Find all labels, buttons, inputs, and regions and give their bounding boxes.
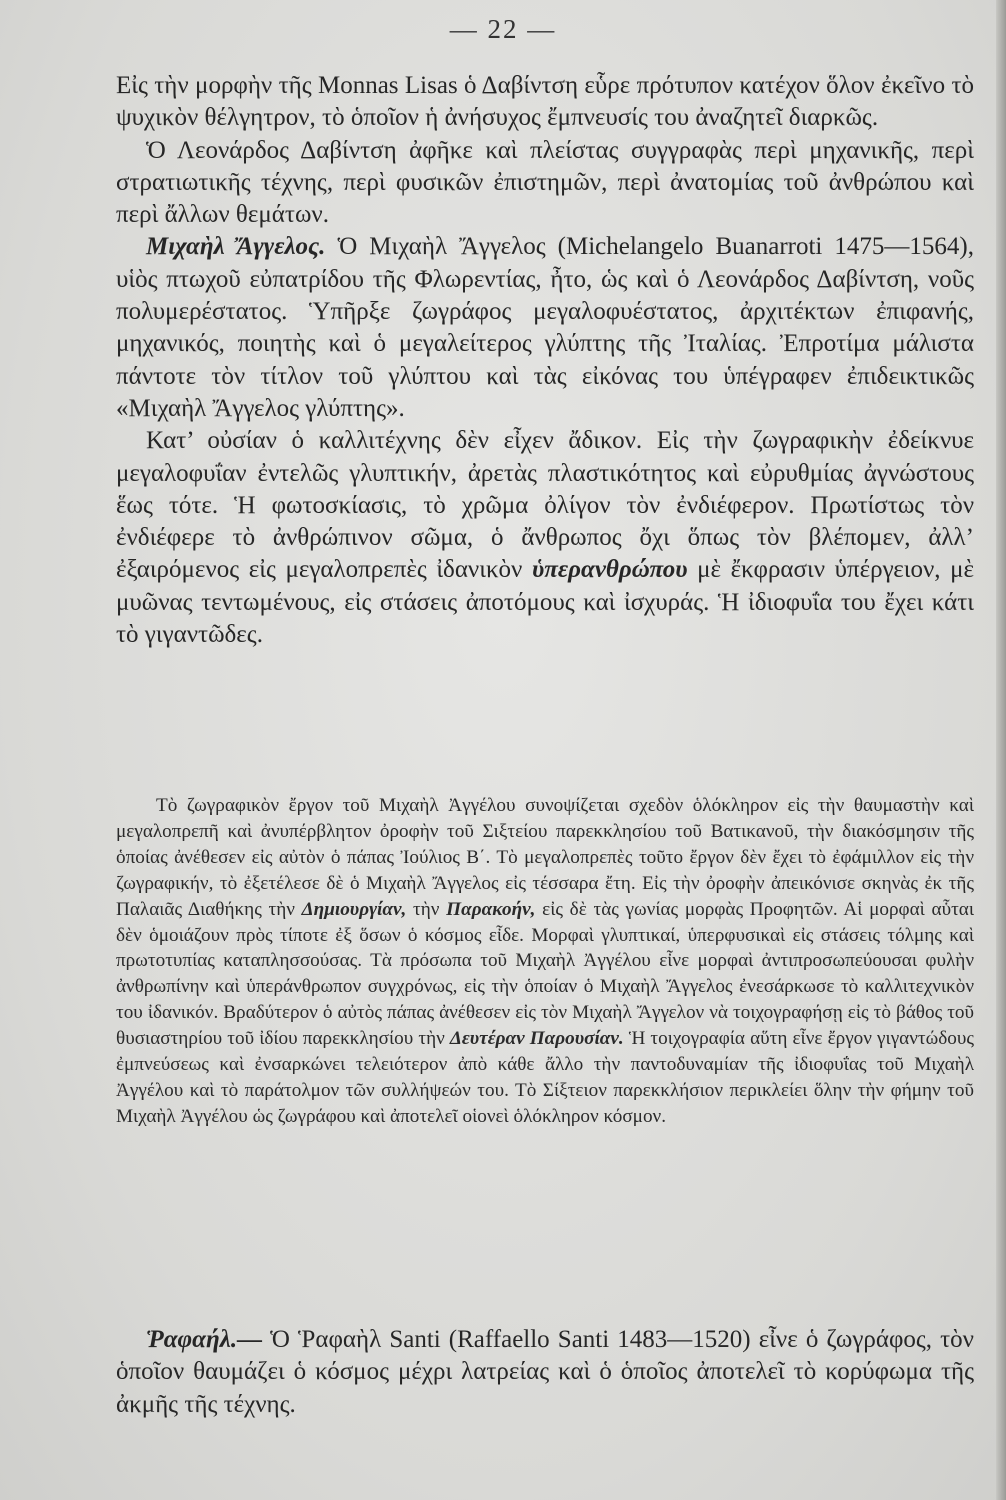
sistine-text-2: τὴν bbox=[406, 898, 447, 920]
emphasis-superhuman: ὑπερανθρώπου bbox=[531, 556, 688, 584]
text-block-small bbox=[116, 793, 974, 1130]
emphasis-creation: Δημιουργίαν, bbox=[301, 898, 407, 920]
sistine-text-4: Ἡ τοιχογραφία αὕτη εἶνε ἔργον γιγαντώδους ἐμπνεύσεως καὶ ἐνσαρκώνει τελειότερον ἀπὸ κάθε ἄλλο τὴν παντοδυναμίαν τῆς ἰδιοφυΐας τοῦ Μιχαὴλ Ἀγγέλου καὶ τὸ παράτολμον τῶν συλλήψεών του. Τὸ Σίξτειον παρεκκλήσιον περικλείει ὅλην τὴν φήμην τοῦ Μιχαὴλ Ἀγγέλου ὡς ζωγράφου καὶ ἀποτελεῖ οἱονεὶ ὁλόκληρον κόσμον. bbox=[116, 1028, 974, 1127]
page-edge-shadow bbox=[996, 0, 1006, 1500]
emphasis-last-judgment: Δευτέραν Παρουσίαν. bbox=[449, 1028, 624, 1050]
sistine-text-3: εἰς δὲ τὰς γωνίας μορφὰς Προφητῶν. Αἱ μορφαὶ αὗται δὲν ὁμοιάζουν πρὸς τίποτε ἐξ ὅσων ὁ κόσμος εἶδε. Μορφαὶ γλυπτικαί, ὑπερφυσικαὶ εἰς στάσεις τόλμης καὶ πρωτοτυπίας καταπλησσούσας. Τὰ πρόσωπα τοῦ Μιχαὴλ Ἀγγέλου εἶνε μορφαὶ ἀντιπροσωπεύουσαι φυλὴν ἀνθρωπίνην καὶ ὑπεράνθρωπον συγχρόνως, εἰς τὴν ὁποίαν ὁ Μιχαὴλ Ἄγγελος ἐνεσάρκωσε τὸ καλλιτεχνικὸν του ἰδανικόν. Βραδύτερον ὁ αὐτὸς πάπας ἀνέθεσεν εἰς τὸν Μιχαὴλ Ἄγγελον νὰ τοιχογραφήσῃ εἰς τὸ βάθος τοῦ θυσιαστηρίου τοῦ ἰδίου παρεκκλησίου τὴν bbox=[116, 898, 974, 1050]
section-heading-michelangelo: Μιχαὴλ Ἄγγελος. bbox=[146, 233, 326, 261]
text-block-lower bbox=[116, 1324, 974, 1421]
michelangelo-intro-text: Ὁ Μιχαὴλ Ἄγγελος (Michelangelo Buanarroti 1475—1564), υἱὸς πτωχοῦ εὐπατρίδου τῆς Φλωρεντίας, ἦτο, ὡς καὶ ὁ Λεονάρδος Δαβίντση, νοῦς πολυμερέστατος. Ὑπῆρξε ζωγράφος μεγαλοφυέστατος, ἀρχιτέκτων ἐπιφανής, μηχανικός, ποιητὴς καὶ ὁ μεγαλείτερος γλύπτης τῆς Ἰταλίας. Ἐπροτίμα μάλιστα πάντοτε τὸν τίτλον τοῦ γλύπτου καὶ τὰς εἰκόνας του ὑπέγραφεν ἐπιδεικτικῶς «Μιχαὴλ Ἄγγελος γλύπτης». bbox=[116, 233, 974, 422]
sistine-text-1: Τὸ ζωγραφικὸν ἔργον τοῦ Μιχαὴλ Ἀγγέλου συνοψίζεται σχεδὸν ὁλόκληρον εἰς τὴν θαυμαστὴν καὶ μεγαλοπρεπῆ καὶ ἀνυπέρβλητον ὀροφὴν τοῦ Σιξτείου παρεκκλησίου τοῦ Βατικανοῦ, τὴν διακόσμησιν τῆς ὁποίας ἀνέθεσεν εἰς αὐτὸν ὁ πάπας Ἰούλιος Β΄. Τὸ μεγαλοπρεπὲς τοῦτο ἔργον δὲν ἔχει τὸ ἐφάμιλλον εἰς τὴν ζωγραφικήν, τὸ ἐξετέλεσε δὲ ὁ Μιχαὴλ Ἄγγελος εἰς τέσσαρα ἔτη. Εἰς τὴν ὀροφὴν ἀπεικόνισε σκηνὰς ἐκ τῆς Παλαιᾶς Διαθήκης τὴν bbox=[116, 795, 974, 920]
art-text-before: Κατ’ οὐσίαν ὁ καλλιτέχνης δὲν εἶχεν ἄδικον. Εἰς τὴν ζωγραφικὴν ἐδείκνυε μεγαλοφυΐαν ἐντελῶς γλυπτικήν, ἀρετὰς πλαστικότητος καὶ εὐρυθμίας ἀγνώστους ἕως τότε. Ἡ φωτοσκίασις, τὸ χρῶμα ὀλίγον τὸν ἐνδιέφερον. Πρωτίστως τὸν ἐνδιέφερε τὸ ἀνθρώπινον σῶμα, ὁ ἄνθρωπος ὄχι ὅπως τὸν βλέπομεν, ἀλλ’ ἐξαιρόμενος εἰς μεγαλοπρεπὲς ἰδανικὸν bbox=[116, 427, 974, 584]
section-heading-raphael: Ῥαφαήλ.— bbox=[146, 1326, 263, 1353]
paragraph-leonardo-writings: Ὁ Λεονάρδος Δαβίντση ἀφῆκε καὶ πλείστας συγγραφὰς περὶ μηχανικῆς, περὶ στρατιωτικῆς τέχνης, περὶ φυσικῶν ἐπιστημῶν, περὶ ἀνατομίας τοῦ ἀνθρώπου καὶ περὶ ἄλλων θεμάτων. bbox=[116, 136, 974, 229]
emphasis-disobedience: Παρακοήν, bbox=[446, 898, 536, 920]
paragraph-raphael bbox=[116, 1324, 974, 1421]
paragraph-michelangelo-intro bbox=[116, 231, 974, 425]
paragraph-mona-lisa: Εἰς τὴν μορφὴν τῆς Monnas Lisas ὁ Δαβίντση εὗρε πρότυπον κατέχον ὅλον ἐκεῖνο τὸ ψυχικὸν θέλγητρον, τὸ ὁποῖον ἡ ἀνήσυχος ἔμπνευσίς του ἀναζητεῖ διαρκῶς. bbox=[116, 72, 974, 132]
text-block-upper bbox=[116, 70, 974, 651]
page-number: — 22 — bbox=[449, 14, 557, 44]
art-text-after: μὲ ἔκφρασιν ὑπέργειον, μὲ μυῶνας τεντωμένους, εἰς στάσεις ἀποτόμους καὶ ἰσχυράς. Ἡ ἰδιοφυΐα του ἔχει κάτι τὸ γιγαντῶδες. bbox=[116, 556, 974, 649]
paragraph-sistine-chapel bbox=[116, 793, 974, 1130]
raphael-text: Ὁ Ῥαφαὴλ Santi (Raffaello Santi 1483—1520) εἶνε ὁ ζωγράφος, τὸν ὁποῖον θαυμάζει ὁ κόσμος μέχρι λατρείας καὶ ὁ ὁποῖος ἀποτελεῖ τὸ κορύφωμα τῆς ἀκμῆς τῆς τέχνης. bbox=[116, 1326, 974, 1418]
paragraph-michelangelo-art bbox=[116, 425, 974, 651]
